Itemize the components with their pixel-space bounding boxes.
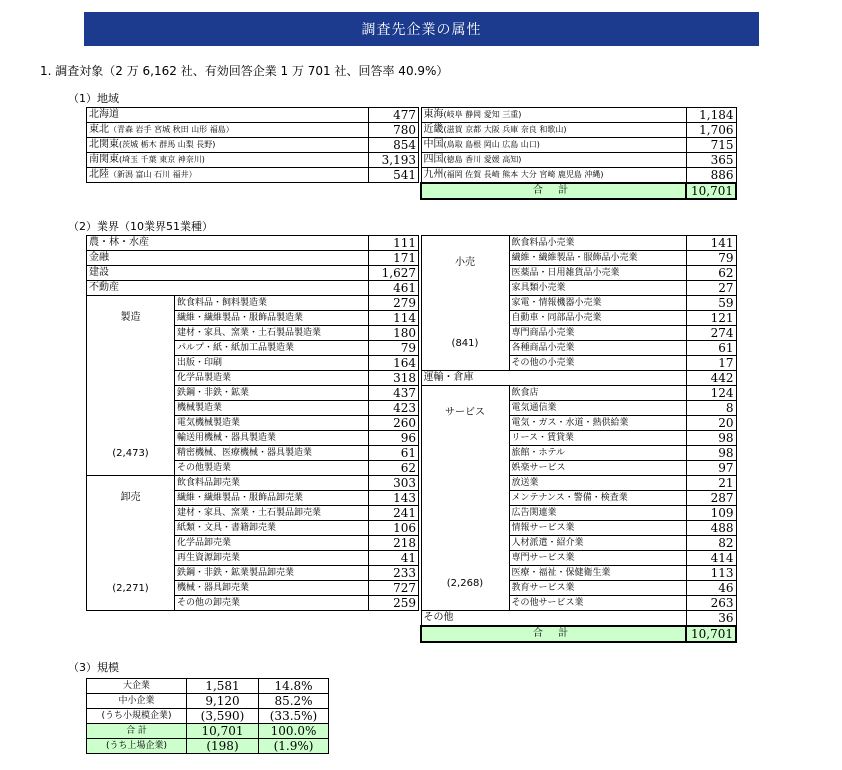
industry-value: 461 — [369, 281, 419, 296]
manufacturing-value: 260 — [369, 416, 419, 431]
retail-value: 121 — [686, 311, 736, 326]
retail-category: 各種商品小売業 — [509, 341, 686, 356]
service-value: 46 — [686, 581, 736, 596]
service-group-cell — [421, 386, 509, 611]
region-row — [421, 123, 736, 138]
wholesale-label: 卸売 — [120, 491, 141, 503]
wholesale-value: 233 — [369, 566, 419, 581]
retail-category: 繊維・繊維製品・服飾品小売業 — [509, 251, 686, 266]
manufacturing-category: 機械製造業 — [175, 401, 369, 416]
service-category: その他サービス業 — [509, 596, 686, 611]
scale-heading: （3）規模 — [68, 661, 119, 674]
region-name-label: 東北 — [89, 124, 109, 135]
region-total-label: 合 計 — [421, 183, 686, 199]
retail-category: 家具類小売業 — [509, 281, 686, 296]
retail-label: 小売 — [455, 256, 475, 268]
region-value: 1,184 — [686, 108, 736, 123]
service-value: 124 — [686, 386, 736, 401]
industry-table-left — [86, 235, 419, 611]
service-label: サービス — [445, 406, 485, 418]
retail-value: 274 — [686, 326, 736, 341]
region-row — [421, 153, 736, 168]
manufacturing-value: 62 — [369, 461, 419, 476]
region-row — [87, 168, 419, 183]
scale-row — [87, 709, 329, 724]
region-table-right — [420, 107, 737, 200]
wholesale-category: 機械・器具卸売業 — [175, 581, 369, 596]
manufacturing-category: 電気機械製造業 — [175, 416, 369, 431]
region-row — [87, 108, 419, 123]
industry-value: 171 — [369, 251, 419, 266]
service-category: 電気通信業 — [509, 401, 686, 416]
scale-total-value: 10,701 — [187, 724, 259, 739]
region-prefectures: （青森 岩手 宮城 秋田 山形 福島） — [109, 125, 234, 134]
wholesale-value: 41 — [369, 551, 419, 566]
region-total-row — [421, 183, 736, 199]
region-prefectures: （新潟 富山 石川 福井） — [109, 170, 197, 179]
manufacturing-value: 164 — [369, 356, 419, 371]
region-name — [87, 153, 369, 168]
manufacturing-category: 鉄鋼・非鉄・鉱業 — [175, 386, 369, 401]
industry-total-label: 合 計 — [421, 626, 686, 642]
region-name — [87, 123, 369, 138]
manufacturing-value: 437 — [369, 386, 419, 401]
manufacturing-value: 180 — [369, 326, 419, 341]
region-prefectures: (福岡 佐賀 長崎 熊本 大分 宮崎 鹿児島 沖縄) — [443, 170, 604, 179]
scale-pct: 14.8% — [259, 679, 329, 694]
wholesale-value: 303 — [369, 476, 419, 491]
region-value: 886 — [686, 168, 736, 184]
industry-total-row — [421, 626, 736, 642]
service-value: 414 — [686, 551, 736, 566]
manufacturing-value: 114 — [369, 311, 419, 326]
industry-total-value: 10,701 — [686, 626, 736, 642]
service-category: 医療・福祉・保健衛生業 — [509, 566, 686, 581]
wholesale-value: 241 — [369, 506, 419, 521]
wholesale-value: 218 — [369, 536, 419, 551]
region-name — [421, 123, 686, 138]
wholesale-category: 鉄鋼・非鉄・鉱業製品卸売業 — [175, 566, 369, 581]
service-category: 旅館・ホテル — [509, 446, 686, 461]
region-prefectures: (茨城 栃木 群馬 山梨 長野) — [119, 140, 216, 149]
other-row — [421, 611, 736, 627]
service-category: 飲食店 — [509, 386, 686, 401]
manufacturing-category: その他製造業 — [175, 461, 369, 476]
scale-listed-row — [87, 739, 329, 754]
wholesale-category: 繊維・繊維製品・服飾品卸売業 — [175, 491, 369, 506]
page-banner — [84, 12, 759, 46]
scale-value: 9,120 — [187, 694, 259, 709]
retail-value: 61 — [686, 341, 736, 356]
industry-name: 不動産 — [87, 281, 369, 296]
manufacturing-category: 飲食料品・飼料製造業 — [175, 296, 369, 311]
service-category: 電気・ガス・水道・熱供給業 — [509, 416, 686, 431]
service-value: 21 — [686, 476, 736, 491]
industry-row — [87, 251, 419, 266]
wholesale-category: 飲食料品卸売業 — [175, 476, 369, 491]
scale-total-label: 合 計 — [87, 724, 187, 739]
region-name-label: 四国 — [423, 154, 444, 165]
region-row — [87, 123, 419, 138]
manufacturing-category: 化学品製造業 — [175, 371, 369, 386]
retail-value: 141 — [686, 236, 736, 251]
manufacturing-category: 輸送用機械・器具製造業 — [175, 431, 369, 446]
region-name-label: 中国 — [423, 139, 444, 150]
service-category: 専門サービス業 — [509, 551, 686, 566]
scale-total-row — [87, 724, 329, 739]
industry-row — [87, 236, 419, 251]
wholesale-row — [87, 476, 419, 491]
transport-value: 442 — [686, 371, 736, 386]
region-name-label: 北関東 — [89, 139, 119, 150]
wholesale-group-cell — [87, 476, 175, 611]
other-name: その他 — [421, 611, 686, 627]
survey-target-heading: 1. 調査対象（2 万 6,162 社、有効回答企業 1 万 701 社、回答率 40.9%） — [40, 64, 449, 78]
region-row — [87, 153, 419, 168]
service-category: 人材派遣・紹介業 — [509, 536, 686, 551]
region-value: 541 — [369, 168, 419, 183]
scale-listed-label: (うち上場企業) — [87, 739, 187, 754]
region-prefectures: (埼玉 千葉 東京 神奈川) — [119, 155, 205, 164]
service-value: 287 — [686, 491, 736, 506]
region-value: 715 — [686, 138, 736, 153]
service-category: 情報サービス業 — [509, 521, 686, 536]
service-row — [421, 386, 736, 401]
manufacturing-group-cell — [87, 296, 175, 476]
scale-label: 中小企業 — [87, 694, 187, 709]
service-value: 82 — [686, 536, 736, 551]
retail-category: 飲食料品小売業 — [509, 236, 686, 251]
wholesale-category: 再生資源卸売業 — [175, 551, 369, 566]
region-name-label: 近畿 — [423, 124, 444, 135]
retail-row — [421, 236, 736, 251]
service-group — [424, 406, 507, 591]
service-category: 教育サービス業 — [509, 581, 686, 596]
industry-heading: （2）業界（10業界51業種） — [68, 220, 213, 233]
retail-category: 専門商品小売業 — [509, 326, 686, 341]
scale-label: (うち小規模企業) — [87, 709, 187, 724]
region-name — [421, 168, 686, 184]
wholesale-category: その他の卸売業 — [175, 596, 369, 611]
scale-value: (3,590) — [187, 709, 259, 724]
scale-pct: (33.5%) — [259, 709, 329, 724]
region-value: 365 — [686, 153, 736, 168]
wholesale-value: 106 — [369, 521, 419, 536]
industry-name: 金融 — [87, 251, 369, 266]
retail-count: (841) — [451, 337, 479, 349]
region-value: 1,706 — [686, 123, 736, 138]
region-row — [87, 138, 419, 153]
service-value: 98 — [686, 446, 736, 461]
scale-listed-pct: (1.9%) — [259, 739, 329, 754]
wholesale-group — [89, 491, 172, 596]
wholesale-category: 化学品卸売業 — [175, 536, 369, 551]
region-prefectures: (鳥取 島根 岡山 広島 山口) — [443, 140, 540, 149]
scale-pct: 85.2% — [259, 694, 329, 709]
manufacturing-value: 96 — [369, 431, 419, 446]
manufacturing-category: パルプ・紙・紙加工品製造業 — [175, 341, 369, 356]
industry-name: 農・林・水産 — [87, 236, 369, 251]
scale-row — [87, 694, 329, 709]
wholesale-value: 727 — [369, 581, 419, 596]
banner-title: 調査先企業の属性 — [361, 22, 482, 38]
service-category: 娯楽サービス — [509, 461, 686, 476]
retail-category: 家電・情報機器小売業 — [509, 296, 686, 311]
wholesale-count: (2,271) — [112, 582, 149, 594]
industry-row — [87, 266, 419, 281]
wholesale-category: 紙類・文具・書籍卸売業 — [175, 521, 369, 536]
retail-category: その他の小売業 — [509, 356, 686, 371]
region-prefectures: (徳島 香川 愛媛 高知) — [443, 155, 522, 164]
manufacturing-category: 出版・印刷 — [175, 356, 369, 371]
industry-table-right — [420, 235, 737, 643]
retail-group — [424, 256, 507, 351]
region-value: 3,193 — [369, 153, 419, 168]
retail-category: 医薬品・日用雑貨品小売業 — [509, 266, 686, 281]
region-value: 477 — [369, 108, 419, 123]
region-name-label: 北海道 — [89, 109, 119, 120]
service-value: 113 — [686, 566, 736, 581]
retail-value: 79 — [686, 251, 736, 266]
other-value: 36 — [686, 611, 736, 627]
scale-label: 大企業 — [87, 679, 187, 694]
service-value: 488 — [686, 521, 736, 536]
service-category: 広告関連業 — [509, 506, 686, 521]
region-table-left — [86, 107, 419, 183]
region-name — [87, 168, 369, 183]
region-row — [421, 168, 736, 184]
region-name-label: 南関東 — [89, 154, 119, 165]
service-value: 8 — [686, 401, 736, 416]
manufacturing-value: 61 — [369, 446, 419, 461]
service-category: 放送業 — [509, 476, 686, 491]
manufacturing-category: 建材・家具、窯業・土石製品製造業 — [175, 326, 369, 341]
region-name — [87, 108, 369, 123]
wholesale-value: 259 — [369, 596, 419, 611]
manufacturing-label: 製造 — [120, 311, 141, 323]
region-row — [421, 138, 736, 153]
manufacturing-value: 79 — [369, 341, 419, 356]
region-prefectures: (岐阜 静岡 愛知 三重) — [443, 110, 522, 119]
manufacturing-group — [89, 311, 172, 461]
region-value: 854 — [369, 138, 419, 153]
region-heading: （1）地域 — [68, 92, 119, 105]
scale-table — [86, 678, 329, 754]
region-name-label: 北陸 — [89, 169, 109, 180]
wholesale-value: 143 — [369, 491, 419, 506]
region-name — [87, 138, 369, 153]
service-count: (2,268) — [446, 577, 484, 589]
region-name — [421, 138, 686, 153]
industry-value: 111 — [369, 236, 419, 251]
manufacturing-category: 繊維・繊維製品・服飾品製造業 — [175, 311, 369, 326]
manufacturing-value: 318 — [369, 371, 419, 386]
industry-name: 建設 — [87, 266, 369, 281]
service-value: 263 — [686, 596, 736, 611]
region-name-label: 九州 — [423, 169, 444, 180]
retail-value: 17 — [686, 356, 736, 371]
scale-row — [87, 679, 329, 694]
retail-group-cell — [421, 236, 509, 371]
region-value: 780 — [369, 123, 419, 138]
manufacturing-value: 423 — [369, 401, 419, 416]
service-value: 20 — [686, 416, 736, 431]
region-name — [421, 108, 686, 123]
service-value: 98 — [686, 431, 736, 446]
retail-category: 自動車・同部品小売業 — [509, 311, 686, 326]
transport-name: 運輸・倉庫 — [421, 371, 686, 386]
manufacturing-value: 279 — [369, 296, 419, 311]
manufacturing-row — [87, 296, 419, 311]
retail-value: 27 — [686, 281, 736, 296]
service-value: 97 — [686, 461, 736, 476]
scale-total-pct: 100.0% — [259, 724, 329, 739]
industry-row — [87, 281, 419, 296]
retail-value: 62 — [686, 266, 736, 281]
region-total-value: 10,701 — [686, 183, 736, 199]
region-prefectures: (滋賀 京都 大阪 兵庫 奈良 和歌山) — [443, 125, 567, 134]
wholesale-category: 建材・家具、窯業・土石製品卸売業 — [175, 506, 369, 521]
service-value: 109 — [686, 506, 736, 521]
scale-listed-value: (198) — [187, 739, 259, 754]
manufacturing-count: (2,473) — [112, 447, 149, 459]
manufacturing-category: 精密機械、医療機械・器具製造業 — [175, 446, 369, 461]
region-name-label: 東海 — [423, 109, 444, 120]
region-name — [421, 153, 686, 168]
transport-row — [421, 371, 736, 386]
region-row — [421, 108, 736, 123]
scale-value: 1,581 — [187, 679, 259, 694]
service-category: メンテナンス・警備・検査業 — [509, 491, 686, 506]
service-category: リース・賃貸業 — [509, 431, 686, 446]
retail-value: 59 — [686, 296, 736, 311]
industry-value: 1,627 — [369, 266, 419, 281]
